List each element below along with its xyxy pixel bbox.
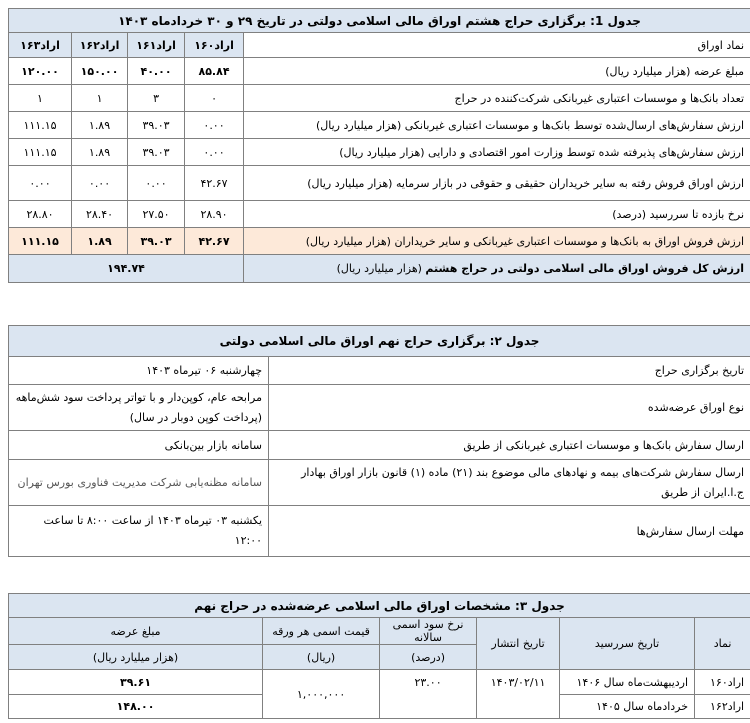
row-label: نرخ بازده تا سررسید (درصد) xyxy=(244,201,750,228)
cell-value: ۳۹.۰۳ xyxy=(128,228,185,255)
cell-value: ۰.۰۰ xyxy=(72,166,128,201)
cell-value: ۲۸.۹۰ xyxy=(185,201,244,228)
cell-value: ۳۹.۰۳ xyxy=(128,139,185,166)
cell-value: ۱ xyxy=(72,85,128,112)
cell-value: ۲۸.۴۰ xyxy=(72,201,128,228)
cell-value: ۳ xyxy=(128,85,185,112)
table-3 xyxy=(8,593,750,719)
symbol-header: اراد۱۶۳ xyxy=(9,33,72,58)
cell-value: ۱.۸۹ xyxy=(72,228,128,255)
row-value: چهارشنبه ۰۶ تیرماه ۱۴۰۳ xyxy=(9,357,269,385)
header-face-unit: (ریال) xyxy=(263,645,380,670)
header-symbol: نماد xyxy=(695,618,750,670)
header-rate-unit: (درصد) xyxy=(380,645,477,670)
cell-value: ۱.۸۹ xyxy=(72,112,128,139)
cell-symbol: اراد۱۶۰ xyxy=(695,670,750,695)
row-label: ارسال سفارش بانک‌ها و موسسات اعتباری غیربانکی از طریق xyxy=(269,431,750,460)
row-label: ارزش سفارش‌های پذیرفته شده توسط وزارت امور اقتصادی و دارایی (هزار میلیارد ریال) xyxy=(244,139,750,166)
cell-maturity: خردادماه سال ۱۴۰۵ xyxy=(560,695,695,719)
cell-value: ۱۵۰.۰۰ xyxy=(72,58,128,85)
cell-value: ۰.۰۰ xyxy=(9,166,72,201)
header-face: قیمت اسمی هر ورقه xyxy=(263,618,380,645)
row-label: مبلغ عرضه (هزار میلیارد ریال) xyxy=(244,58,750,85)
cell-value: ۱۱۱.۱۵ xyxy=(9,139,72,166)
row-label: ارزش سفارش‌های ارسال‌شده توسط بانک‌ها و موسسات اعتباری غیربانکی (هزار میلیارد ریال) xyxy=(244,112,750,139)
header-rate: نرخ سود اسمی سالانه xyxy=(380,618,477,645)
highlight-row-label: ارزش فروش اوراق به بانک‌ها و موسسات اعتباری غیربانکی و سایر خریداران (هزار میلیارد ریال) xyxy=(244,228,750,255)
row-value: مرابحه عام، کوپن‌دار و با تواتر پرداخت سود شش‌ماهه (پرداخت کوپن دوبار در سال) xyxy=(9,385,269,431)
cell-face: ۱,۰۰۰,۰۰۰ xyxy=(263,670,380,719)
cell-rate: ۲۳.۰۰ xyxy=(380,670,477,719)
row-label: مهلت ارسال سفارش‌ها xyxy=(269,506,750,557)
table-3-title: جدول ۳: مشخصات اوراق مالی اسلامی عرضه‌شده در حراج نهم xyxy=(9,594,750,618)
cell-value: ۰.۰۰ xyxy=(185,139,244,166)
header-amount-unit: (هزار میلیارد ریال) xyxy=(9,645,263,670)
cell-value: ۴۰.۰۰ xyxy=(128,58,185,85)
header-issue: تاریخ انتشار xyxy=(477,618,560,670)
cell-value: ۴۲.۶۷ xyxy=(185,166,244,201)
row-value: سامانه بازار بین‌بانکی xyxy=(9,431,269,460)
cell-value: ۱ xyxy=(9,85,72,112)
cell-value: ۳۹.۰۳ xyxy=(128,112,185,139)
row-value: سامانه مظنه‌یابی شرکت مدیریت فناوری بورس تهران xyxy=(9,460,269,506)
cell-value: ۸۵.۸۴ xyxy=(185,58,244,85)
cell-value: ۰ xyxy=(185,85,244,112)
header-amount: مبلغ عرضه xyxy=(9,618,263,645)
row-value: یکشنبه ۰۳ تیرماه ۱۴۰۳ از ساعت ۸:۰۰ تا ساعت ۱۲:۰۰ xyxy=(9,506,269,557)
row-label: نوع اوراق عرضه‌شده xyxy=(269,385,750,431)
cell-value: ۱۲۰.۰۰ xyxy=(9,58,72,85)
row-label: تعداد بانک‌ها و موسسات اعتباری غیربانکی شرکت‌کننده در حراج xyxy=(244,85,750,112)
cell-value: ۰.۰۰ xyxy=(185,112,244,139)
symbol-label: نماد اوراق xyxy=(244,33,750,58)
cell-amount: ۳۹.۶۱ xyxy=(9,670,263,695)
header-maturity: تاریخ سررسید xyxy=(560,618,695,670)
total-row-label xyxy=(244,255,750,283)
total-unit: (هزار میلیارد ریال) xyxy=(336,262,422,275)
total-value: ۱۹۴.۷۴ xyxy=(9,255,244,283)
cell-amount: ۱۴۸.۰۰ xyxy=(9,695,263,719)
table-2-title: جدول ۲: برگزاری حراج نهم اوراق مالی اسلامی دولتی xyxy=(9,326,750,357)
cell-value: ۰.۰۰ xyxy=(128,166,185,201)
table-1-title: جدول 1: برگزاری حراج هشتم اوراق مالی اسلامی دولتی در تاریخ ۲۹ و ۳۰ خردادماه ۱۴۰۳ xyxy=(9,9,750,33)
cell-value: ۱۱۱.۱۵ xyxy=(9,112,72,139)
row-label: ارسال سفارش شرکت‌های بیمه و نهادهای مالی موضوع بند (۲۱) ماده (۱) قانون بازار اوراق بهادار ج.ا.ایران از طریق xyxy=(269,460,750,506)
cell-maturity: اردیبهشت‌ماه سال ۱۴۰۶ xyxy=(560,670,695,695)
cell-value: ۲۷.۵۰ xyxy=(128,201,185,228)
cell-value: ۱.۸۹ xyxy=(72,139,128,166)
table-1 xyxy=(8,8,750,283)
cell-issue: ۱۴۰۳/۰۲/۱۱ xyxy=(477,670,560,719)
symbol-header: اراد۱۶۰ xyxy=(185,33,244,58)
cell-symbol: اراد۱۶۲ xyxy=(695,695,750,719)
row-label: ارزش اوراق فروش رفته به سایر خریداران حقیقی و حقوقی در بازار سرمایه (هزار میلیارد ریال) xyxy=(244,166,750,201)
cell-value: ۱۱۱.۱۵ xyxy=(9,228,72,255)
total-label: ارزش کل فروش اوراق مالی اسلامی دولتی در حراج هشتم xyxy=(425,262,745,275)
cell-value: ۴۲.۶۷ xyxy=(185,228,244,255)
symbol-header: اراد۱۶۲ xyxy=(72,33,128,58)
row-label: تاریخ برگزاری حراج xyxy=(269,357,750,385)
cell-value: ۲۸.۸۰ xyxy=(9,201,72,228)
table-2 xyxy=(8,325,750,557)
symbol-header: اراد۱۶۱ xyxy=(128,33,185,58)
